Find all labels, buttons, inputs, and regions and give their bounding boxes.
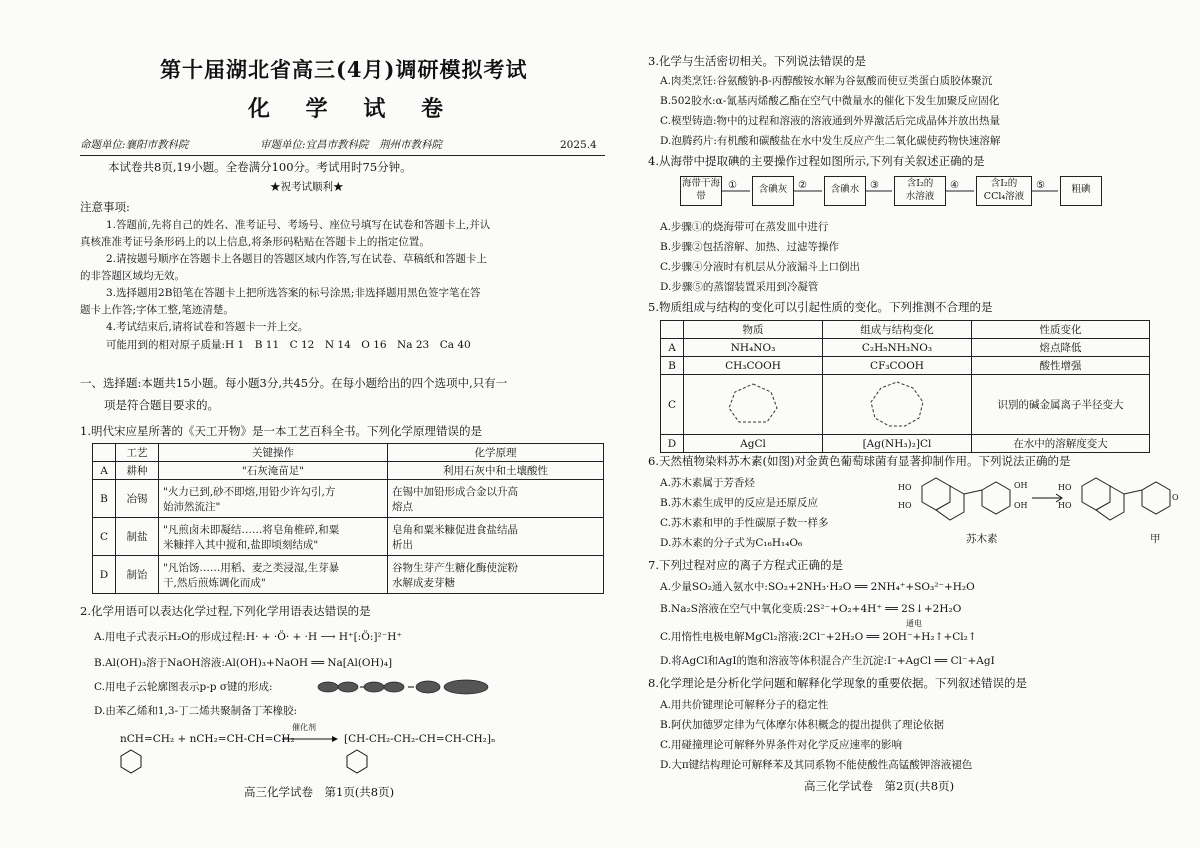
q1-row <box>93 480 604 518</box>
section-heading: 一、选择题:本题共15小题。每小题3分,共45分。在每小题给出的四个选项中,只有一 <box>80 376 508 390</box>
q8-stem: 8.化学理论是分析化学问题和解释化学现象的重要依据。下列叙述错误的是 <box>648 676 1027 690</box>
q5-row <box>661 339 1150 357</box>
q5-header: 组成与结构变化 <box>823 321 972 339</box>
q5-property: 在水中的溶解度变大 <box>972 435 1150 453</box>
svg-text:HO: HO <box>898 483 912 492</box>
q1-operation: "凡饴饧……用稻、麦之类浸湿,生芽暴 干,然后煎炼调化而成" <box>159 556 388 594</box>
q5-option: A <box>661 339 684 357</box>
benzene-ring-icon <box>344 748 370 774</box>
q7-option-d: D.将AgCl和AgI的饱和溶液等体积混合产生沉淀:I⁻+AgCl ══ Cl⁻+AgI <box>660 655 995 667</box>
q6-option-a: A.苏木素属于芳香烃 <box>660 477 755 489</box>
q1-operation: "石灰淹苗足" <box>159 462 388 480</box>
notice-line: 1.答题前,先将自己的姓名、准考证号、考场号、座位号填写在试卷和答题卡上,并认 <box>106 219 491 231</box>
q1-principle: 在锡中加铅形成合金以升高 熔点 <box>388 480 604 518</box>
q4-option-b: B.步骤②包括溶解、加热、过滤等操作 <box>660 241 840 253</box>
q1-row <box>93 556 604 594</box>
q5-property: 识别的碱金属离子半径变大 <box>972 375 1150 435</box>
q5-change: [Ag(NH₃)₂]Cl <box>823 435 972 453</box>
q5-table <box>660 320 1150 453</box>
byline-unit1: 命题单位:襄阳市教科院 <box>80 139 189 151</box>
q3-option-a: A.肉类烹饪:谷氨酸钠-β-丙醇酸铵水解为谷氨酸而使豆类蛋白质胶体聚沉 <box>660 75 993 87</box>
good-luck: ★祝考试顺利★ <box>270 181 344 193</box>
notice-title: 注意事项: <box>80 200 130 214</box>
byline-rule <box>80 155 605 156</box>
notice-line: 4.考试结束后,请将试卷和答题卡一并上交。 <box>106 321 309 333</box>
byline-date: 2025.4 <box>560 139 597 151</box>
q5-substance: CH₃COOH <box>684 357 823 375</box>
q2-stem: 2.化学用语可以表达化学过程,下列化学用语表达错误的是 <box>80 604 371 618</box>
q5-stem: 5.物质组成与结构的变化可以引起性质的变化。下列推测不合理的是 <box>648 300 993 314</box>
q7-option-b: B.Na₂S溶液在空气中氧化变质:2S²⁻+O₂+4H⁺ ══ 2S↓+2H₂O <box>660 603 962 615</box>
q5-change: C₂H₅NH₃NO₃ <box>823 339 972 357</box>
q2-catalyst-label: 催化剂 <box>292 723 316 732</box>
notice-line: 真核准准考证号条形码上的以上信息,将条形码粘贴在答题卡上的指定位置。 <box>80 236 430 248</box>
q1-craft: 耕种 <box>116 462 159 480</box>
q1-header: 关键操作 <box>159 444 388 462</box>
benzene-ring-icon <box>118 748 144 774</box>
q2-option-c: C.用电子云轮廓图表示p-p σ键的形成: <box>94 681 273 693</box>
svg-text:OH: OH <box>1014 481 1028 490</box>
q3-stem: 3.化学与生活密切相关。下列说法错误的是 <box>648 54 866 68</box>
svg-text:HO: HO <box>1058 501 1072 510</box>
exam-title: 第十届湖北省高三(4月)调研模拟考试 <box>160 57 528 82</box>
q5-option: B <box>661 357 684 375</box>
q1-row <box>93 518 604 556</box>
q1-option: C <box>93 518 116 556</box>
svg-text:OH: OH <box>1014 501 1028 510</box>
q8-option-c: C.用碰撞理论可解释外界条件对化学反应速率的影响 <box>660 739 902 751</box>
flow-step: ⑤ <box>1036 180 1045 191</box>
flow-step: ③ <box>870 180 879 191</box>
q4-option-d: D.步骤⑤的蒸馏装置采用到冷凝管 <box>660 281 819 293</box>
q1-principle: 谷物生芽产生糖化酶使淀粉 水解成麦芽糖 <box>388 556 604 594</box>
q6-label-product: 甲 <box>1150 533 1161 545</box>
p-p-sigma-orbital-figure <box>316 678 496 696</box>
q6-stem: 6.天然植物染料苏木素(如图)对金黄色葡萄球菌有显著抑制作用。下列说法正确的是 <box>648 454 1071 468</box>
page-2 <box>620 0 1200 848</box>
byline-unit2: 审题单位:宜昌市教科院 荆州市教科院 <box>260 139 443 151</box>
q1-option: D <box>93 556 116 594</box>
q1-table <box>92 443 604 594</box>
flow-box: 含I₂的 CCl₄溶液 <box>976 176 1032 206</box>
q8-option-d: D.大π键结构理论可解释苯及其同系物不能使酸性高锰酸钾溶液褪色 <box>660 759 973 771</box>
q5-option: C <box>661 375 684 435</box>
q1-header <box>93 444 116 462</box>
q7-option-a: A.少量SO₂通入氨水中:SO₂+2NH₃·H₂O ══ 2NH₄⁺+SO₃²⁻+H₂O <box>660 581 975 593</box>
q1-row <box>93 462 604 480</box>
q1-stem: 1.明代宋应星所著的《天工开物》是一本工艺百科全书。下列化学原理错误的是 <box>80 424 482 438</box>
flow-box: 海带干海带 <box>680 176 722 206</box>
q2-reaction-product: [CH-CH₂-CH₂-CH=CH-CH₂]ₙ <box>344 733 496 745</box>
q5-property: 熔点降低 <box>972 339 1150 357</box>
q6-label-brazilin: 苏木素 <box>966 533 998 545</box>
q1-operation: "火力已到,砂不即熔,用铅少许勾引,方 始沛然流注" <box>159 480 388 518</box>
q4-option-c: C.步骤④分液时有机层从分液漏斗上口倒出 <box>660 261 860 273</box>
crown-ether-large-figure <box>823 375 972 435</box>
q1-option: B <box>93 480 116 518</box>
q8-option-b: B.阿伏加德罗定律为气体摩尔体积概念的提出提供了理论依据 <box>660 719 945 731</box>
q3-option-d: D.泡腾药片:有机酸和碳酸盐在水中发生反应产生二氧化碳使药物快速溶解 <box>660 135 1001 147</box>
q5-substance: AgCl <box>684 435 823 453</box>
notice-line: 的非答题区域均无效。 <box>80 270 185 282</box>
q1-principle: 皂角和粟米糠促进食盐结晶 析出 <box>388 518 604 556</box>
flow-box: 含碘灰 <box>752 176 794 206</box>
q6-option-d: D.苏木素的分子式为C₁₆H₁₄O₆ <box>660 537 803 549</box>
svg-text:HO: HO <box>898 501 912 510</box>
flow-arrows <box>720 188 1100 194</box>
section-heading-cont: 项是符合题目要求的。 <box>104 398 219 412</box>
q5-header <box>661 321 684 339</box>
q2-reaction-reactants: nCH=CH₂ + nCH₂=CH-CH=CH₂ <box>120 733 295 745</box>
q5-property: 酸性增强 <box>972 357 1150 375</box>
q8-option-a: A.用共价键理论可解释分子的稳定性 <box>660 699 829 711</box>
crown-ether-small-figure <box>684 375 823 435</box>
q5-change: CF₃COOH <box>823 357 972 375</box>
q4-option-a: A.步骤①的烧海带可在蒸发皿中进行 <box>660 221 829 233</box>
q5-substance: NH₄NO₃ <box>684 339 823 357</box>
q1-craft: 制饴 <box>116 556 159 594</box>
q2-option-b: B.Al(OH)₃溶于NaOH溶液:Al(OH)₃+NaOH ══ Na[Al(OH)₄] <box>94 657 393 669</box>
flow-box: 含I₂的 水溶液 <box>894 176 946 206</box>
flow-step: ① <box>728 180 737 191</box>
q1-option: A <box>93 462 116 480</box>
q5-row <box>661 357 1150 375</box>
q2-option-d: D.由苯乙烯和1,3-丁二烯共聚制备丁苯橡胶: <box>94 705 298 717</box>
q5-header: 性质变化 <box>972 321 1150 339</box>
svg-text:O: O <box>1172 493 1179 502</box>
q1-header: 化学原理 <box>388 444 604 462</box>
q1-craft: 制盐 <box>116 518 159 556</box>
q1-principle: 利用石灰中和土壤酸性 <box>388 462 604 480</box>
q6-option-b: B.苏木素生成甲的反应是还原反应 <box>660 497 819 509</box>
q1-header: 工艺 <box>116 444 159 462</box>
q5-header: 物质 <box>684 321 823 339</box>
q7-option-c: C.用惰性电极电解MgCl₂溶液:2Cl⁻+2H₂O ══ 2OH⁻+H₂↑+Cl₂↑ <box>660 631 977 643</box>
flow-step: ④ <box>950 180 959 191</box>
flow-step: ② <box>798 180 807 191</box>
q4-stem: 4.从海带中提取碘的主要操作过程如图所示,下列有关叙述正确的是 <box>648 154 985 168</box>
q3-option-c: C.模型铸造:物中的过程和溶液的溶液通到外界激活后完成晶体并放出热量 <box>660 115 1001 127</box>
flow-box: 含碘水 <box>824 176 866 206</box>
atomic-masses: 可能用到的相对原子质量:H 1 B 11 C 12 N 14 O 16 Na 23 Ca 40 <box>106 339 471 351</box>
q7-electrolysis-condition: 通电 <box>906 619 922 628</box>
q1-operation: "凡煎卤未即凝结……将皂角椎碎,和粟 米糠拌入其中搅和,盐即顷刻结成" <box>159 518 388 556</box>
exam-summary: 本试卷共8页,19小题。全卷满分100分。考试用时75分钟。 <box>108 160 412 174</box>
page-footer: 高三化学试卷 第2页(共8页) <box>804 779 955 793</box>
q6-option-c: C.苏木素和甲的手性碳原子数一样多 <box>660 517 829 529</box>
q5-option: D <box>661 435 684 453</box>
q7-stem: 7.下列过程对应的离子方程式正确的是 <box>648 558 843 572</box>
brazilin-structure-figure <box>892 472 1192 544</box>
notice-line: 题卡上作答;字体工整,笔迹清楚。 <box>80 304 234 316</box>
subject-title: 化 学 试 卷 <box>248 96 457 122</box>
q5-row <box>661 375 1150 435</box>
svg-text:HO: HO <box>1058 483 1072 492</box>
notice-line: 2.请按题号顺序在答题卡上各题目的答题区域内作答,写在试卷、草稿纸和答题卡上 <box>106 253 487 265</box>
q1-craft: 冶锡 <box>116 480 159 518</box>
page-footer: 高三化学试卷 第1页(共8页) <box>244 785 395 799</box>
q3-option-b: B.502胶水:α-氰基丙烯酸乙酯在空气中微量水的催化下发生加聚反应固化 <box>660 95 1000 107</box>
reaction-arrow-icon <box>282 734 338 744</box>
q5-row <box>661 435 1150 453</box>
q2-option-a: A.用电子式表示H₂O的形成过程:H· + ·Ö· + ·H ⟶ H⁺[:Ö:]²⁻H⁺ <box>94 631 402 643</box>
notice-line: 3.选择题用2B铅笔在答题卡上把所选答案的标号涂黑;非选择题用黑色签字笔在答 <box>106 287 481 299</box>
flow-box: 粗碘 <box>1060 176 1102 206</box>
